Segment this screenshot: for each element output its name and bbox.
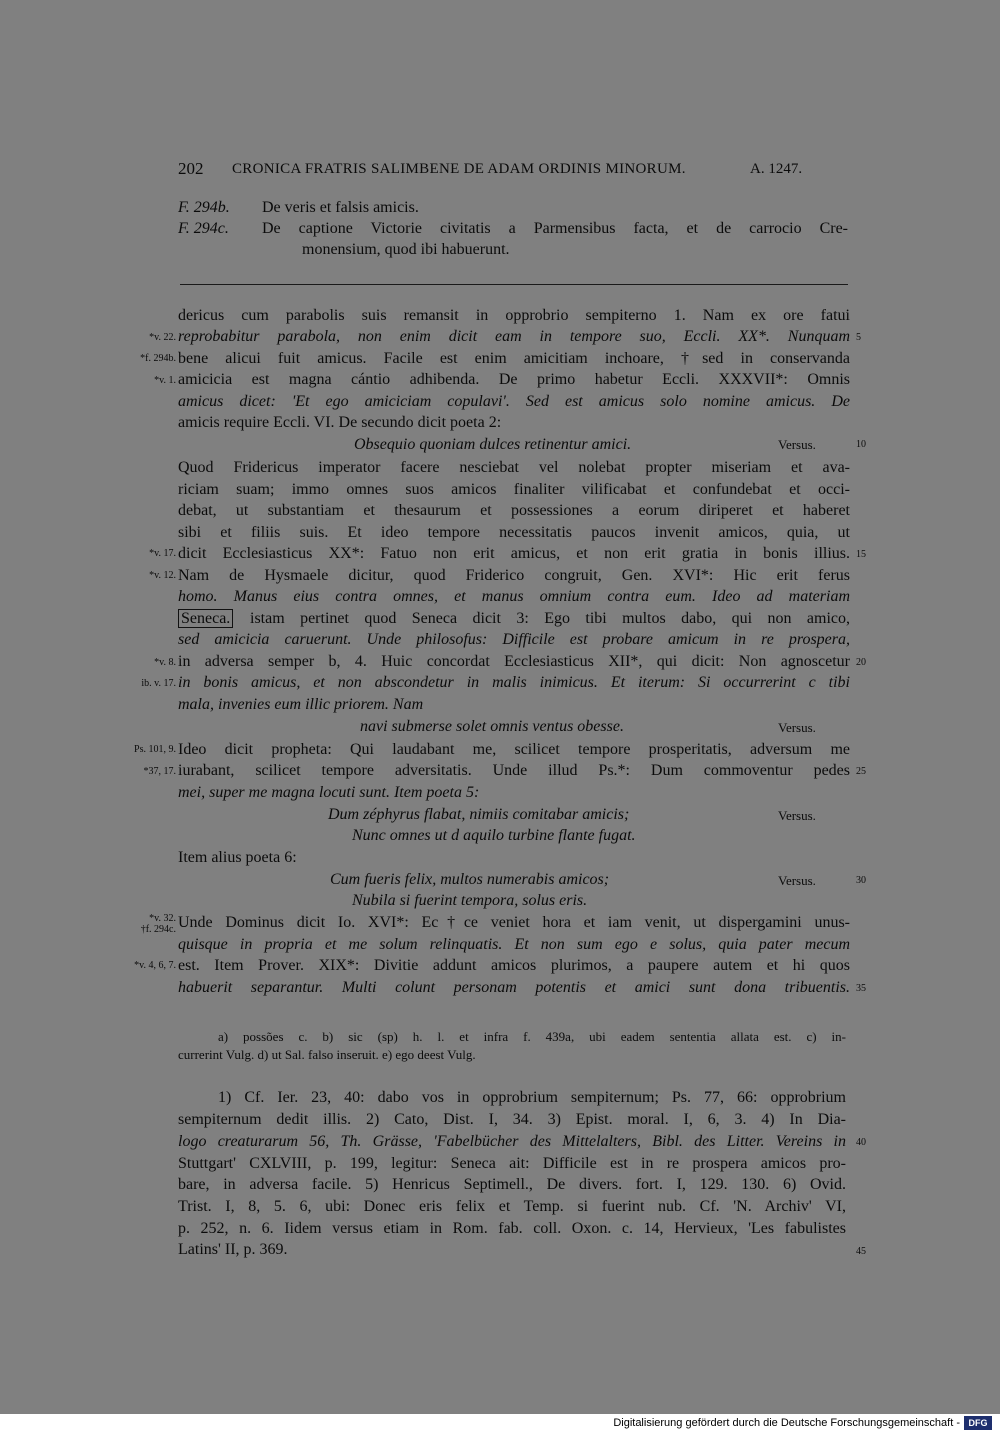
margin-note: *v. 32. <box>149 913 176 924</box>
body-line: iurabant, scilicet tempore adversitatis. Unde illud Ps.*: Dum commoventur pedes <box>178 762 850 779</box>
margin-note: †f. 294c. <box>140 924 176 935</box>
footnote-line: logo creaturarum 56, Th. Grässe, 'Fabelbücher des Mittelalters, Bibl. des Litter. Vereins in <box>178 1133 846 1150</box>
body-line: sibi et filiis suis. Et ideo tempore necessitatis paucos invenit amicos, quia, ut <box>178 524 850 541</box>
margin-note: *v. 22. <box>149 332 176 343</box>
dfg-footer <box>0 1414 1000 1434</box>
line-number: 5 <box>856 332 861 343</box>
body-line: quisque in propria et me solum relinquatis. Et non sum ego e solus, quia pater mecum <box>178 936 850 953</box>
seneca-box-label: Seneca. <box>178 609 233 629</box>
body-line: dicit Ecclesiasticus XX*: Fatuo non erit amicus, et non erit gratia in bonis illius. <box>178 545 850 562</box>
line-number: 10 <box>856 439 866 450</box>
body-line: habuerit separantur. Multi colunt personam potentis et amici sunt dona tribuentis. <box>178 979 850 996</box>
body-line: reprobabitur parabola, non enim dicit eam in tempore suo, Eccli. XX*. Nunquam <box>178 328 850 345</box>
margin-note: *v. 12. <box>149 570 176 581</box>
line-number: 30 <box>856 875 866 886</box>
line-number: 20 <box>856 657 866 668</box>
margin-note: *v. 17. <box>149 548 176 559</box>
margin-note: ib. v. 17. <box>141 678 176 689</box>
verse-label: Versus. <box>778 720 816 735</box>
toc-text-2: De captione Victorie civitatis a Parmensibus facta, et de carrocio Cre- <box>262 220 848 237</box>
body-line: sed amicicia caruerunt. Unde philosofus: Difficile est probare amicum in re prospera, <box>178 631 850 648</box>
verse-line: Cum fueris felix, multos numerabis amicos; <box>330 871 610 888</box>
verse-label: Versus. <box>778 437 816 452</box>
body-line: amicus dicet: 'Et ego amiciciam copulavi'. Sed est amicus solo nomine amicus. De <box>178 393 850 410</box>
margin-note: *37, 17. <box>143 766 176 777</box>
verse-line: Obsequio quoniam dulces retinentur amici. <box>354 436 632 453</box>
body-line: Quod Fridericus imperator facere nesciebat vel nolebat propter miseriam et ava- <box>178 459 850 476</box>
footnote-line: sempiternum dedit illis. 2) Cato, Dist. I, 34. 3) Epist. moral. I, 6, 3. 4) In Dia- <box>178 1111 846 1128</box>
apparatus-line: a) possões c. b) sic (sp) h. l. et infra f. 439a, ubi eadem sententia allata est. c) in- <box>218 1029 846 1044</box>
verse-line: Nunc omnes ut d aquilo turbine flante fugat. <box>352 827 636 844</box>
body-line: est. Item Prover. XIX*: Divitie addunt amicos plurimos, a paupere autem et hi quos <box>178 957 850 974</box>
body-line: homo. Manus eius contra omnes, et manus omnium contra eum. Ideo ad materiam <box>178 588 850 605</box>
body-line: istam pertinet quod Seneca dicit 3: Ego tibi multos dabo, qui non amico, <box>250 610 850 627</box>
line-number: 40 <box>856 1137 866 1148</box>
body-line: Item alius poeta 6: <box>178 849 297 866</box>
verse-label: Versus. <box>778 808 816 823</box>
footer-text: Digitalisierung gefördert durch die Deutsche Forschungsgemeinschaft - <box>613 1417 960 1429</box>
line-number: 25 <box>856 766 866 777</box>
footnote-line: Stuttgart' CXLVIII, p. 199, legitur: Seneca ait: Difficile est in re prospera amicos pro- <box>178 1155 846 1172</box>
verse-line: navi submerse solet omnis ventus obesse. <box>360 718 624 735</box>
footnote-line: 1) Cf. Ier. 23, 40: dabo vos in opprobrium sempiternum; Ps. 77, 66: opprobrium <box>218 1089 846 1106</box>
body-line: dericus cum parabolis suis remansit in opprobrio sempiterno 1. Nam ex ore fatui <box>178 307 850 324</box>
body-line: bene alicui fuit amicus. Facile est enim amicitiam inchoare, †sed in conservanda <box>178 350 850 367</box>
body-line: Nam de Hysmaele dicitur, quod Friderico congruit, Gen. XVI*: Hic erit ferus <box>178 567 850 584</box>
margin-note: *f. 294b. <box>140 353 176 364</box>
toc-ref-1: F. 294b. <box>178 199 230 216</box>
verse-line: Nubila si fuerint tempora, solus eris. <box>352 892 588 909</box>
verse-label: Versus. <box>778 873 816 888</box>
body-line: in adversa semper b, 4. Huic concordat Ecclesiasticus XII*, qui dicit: Non agnoscetur <box>178 653 850 670</box>
footnote-line: Trist. I, 8, 5. 6, ubi: Donec eris felix et Temp. si fuerint nub. Cf. 'N. Archiv' VI, <box>178 1198 846 1215</box>
footnote-line: bare, in adversa facile. 5) Henricus Septimell., De divers. fort. I, 129. 130. 6) Ovid. <box>178 1176 846 1193</box>
body-line: riciam suam; immo omnes suos amicos finaliter vilificabat et confundebat et occi- <box>178 481 850 498</box>
footnote-line: p. 252, n. 6. Iidem versus etiam in Rom. fab. coll. Oxon. c. 14, Hervieux, 'Les fabulistes <box>178 1220 846 1237</box>
margin-note: Ps. 101, 9. <box>134 744 176 755</box>
body-line: mala, invenies eum illic priorem. Nam <box>178 696 424 713</box>
margin-note: *v. 1. <box>154 375 176 386</box>
body-line: debat, ut substantiam et thesaurum et possessiones a eorum diriperet et haberet <box>178 502 850 519</box>
header-year: A. 1247. <box>750 161 803 177</box>
apparatus-line: currerint Vulg. d) ut Sal. falso inseruit. e) ego deest Vulg. <box>178 1047 476 1062</box>
line-number: 15 <box>856 549 866 560</box>
toc-text-1: De veris et falsis amicis. <box>262 199 419 216</box>
body-line: Ideo dicit propheta: Qui laudabant me, scilicet tempore prosperitatis, adversum me <box>178 741 850 758</box>
toc-ref-2: F. 294c. <box>178 220 229 237</box>
line-number: 45 <box>856 1246 866 1257</box>
page-number: 202 <box>178 159 204 178</box>
body-line: mei, super me magna locuti sunt. Item poeta 5: <box>178 784 480 801</box>
dfg-logo-icon: DFG <box>964 1416 992 1430</box>
toc-text-2-cont: monensium, quod ibi habuerunt. <box>302 241 510 258</box>
margin-note: *v. 8. <box>154 657 176 668</box>
body-line: amicicia est magna cántio adhibenda. De primo habetur Eccli. XXXVII*: Omnis <box>178 371 850 388</box>
running-title: CRONICA FRATRIS SALIMBENE DE ADAM ORDINIS MINORUM. <box>232 161 686 177</box>
body-line: Unde Dominus dicit Io. XVI*: Ec†ce veniet hora et iam venit, ut dispergamini unus- <box>178 914 850 931</box>
verse-line: Dum zéphyrus flabat, nimiis comitabar amicis; <box>328 806 630 823</box>
header-rule <box>180 284 848 285</box>
footnote-line: Latins' II, p. 369. <box>178 1241 288 1258</box>
line-number: 35 <box>856 983 866 994</box>
body-line: amicis require Eccli. VI. De secundo dicit poeta 2: <box>178 414 502 431</box>
margin-note: *v. 4, 6, 7. <box>134 960 176 971</box>
body-line: in bonis amicus, et non abscondetur in malis inimicus. Et iterum: Si occurrerint c tibi <box>178 674 850 691</box>
